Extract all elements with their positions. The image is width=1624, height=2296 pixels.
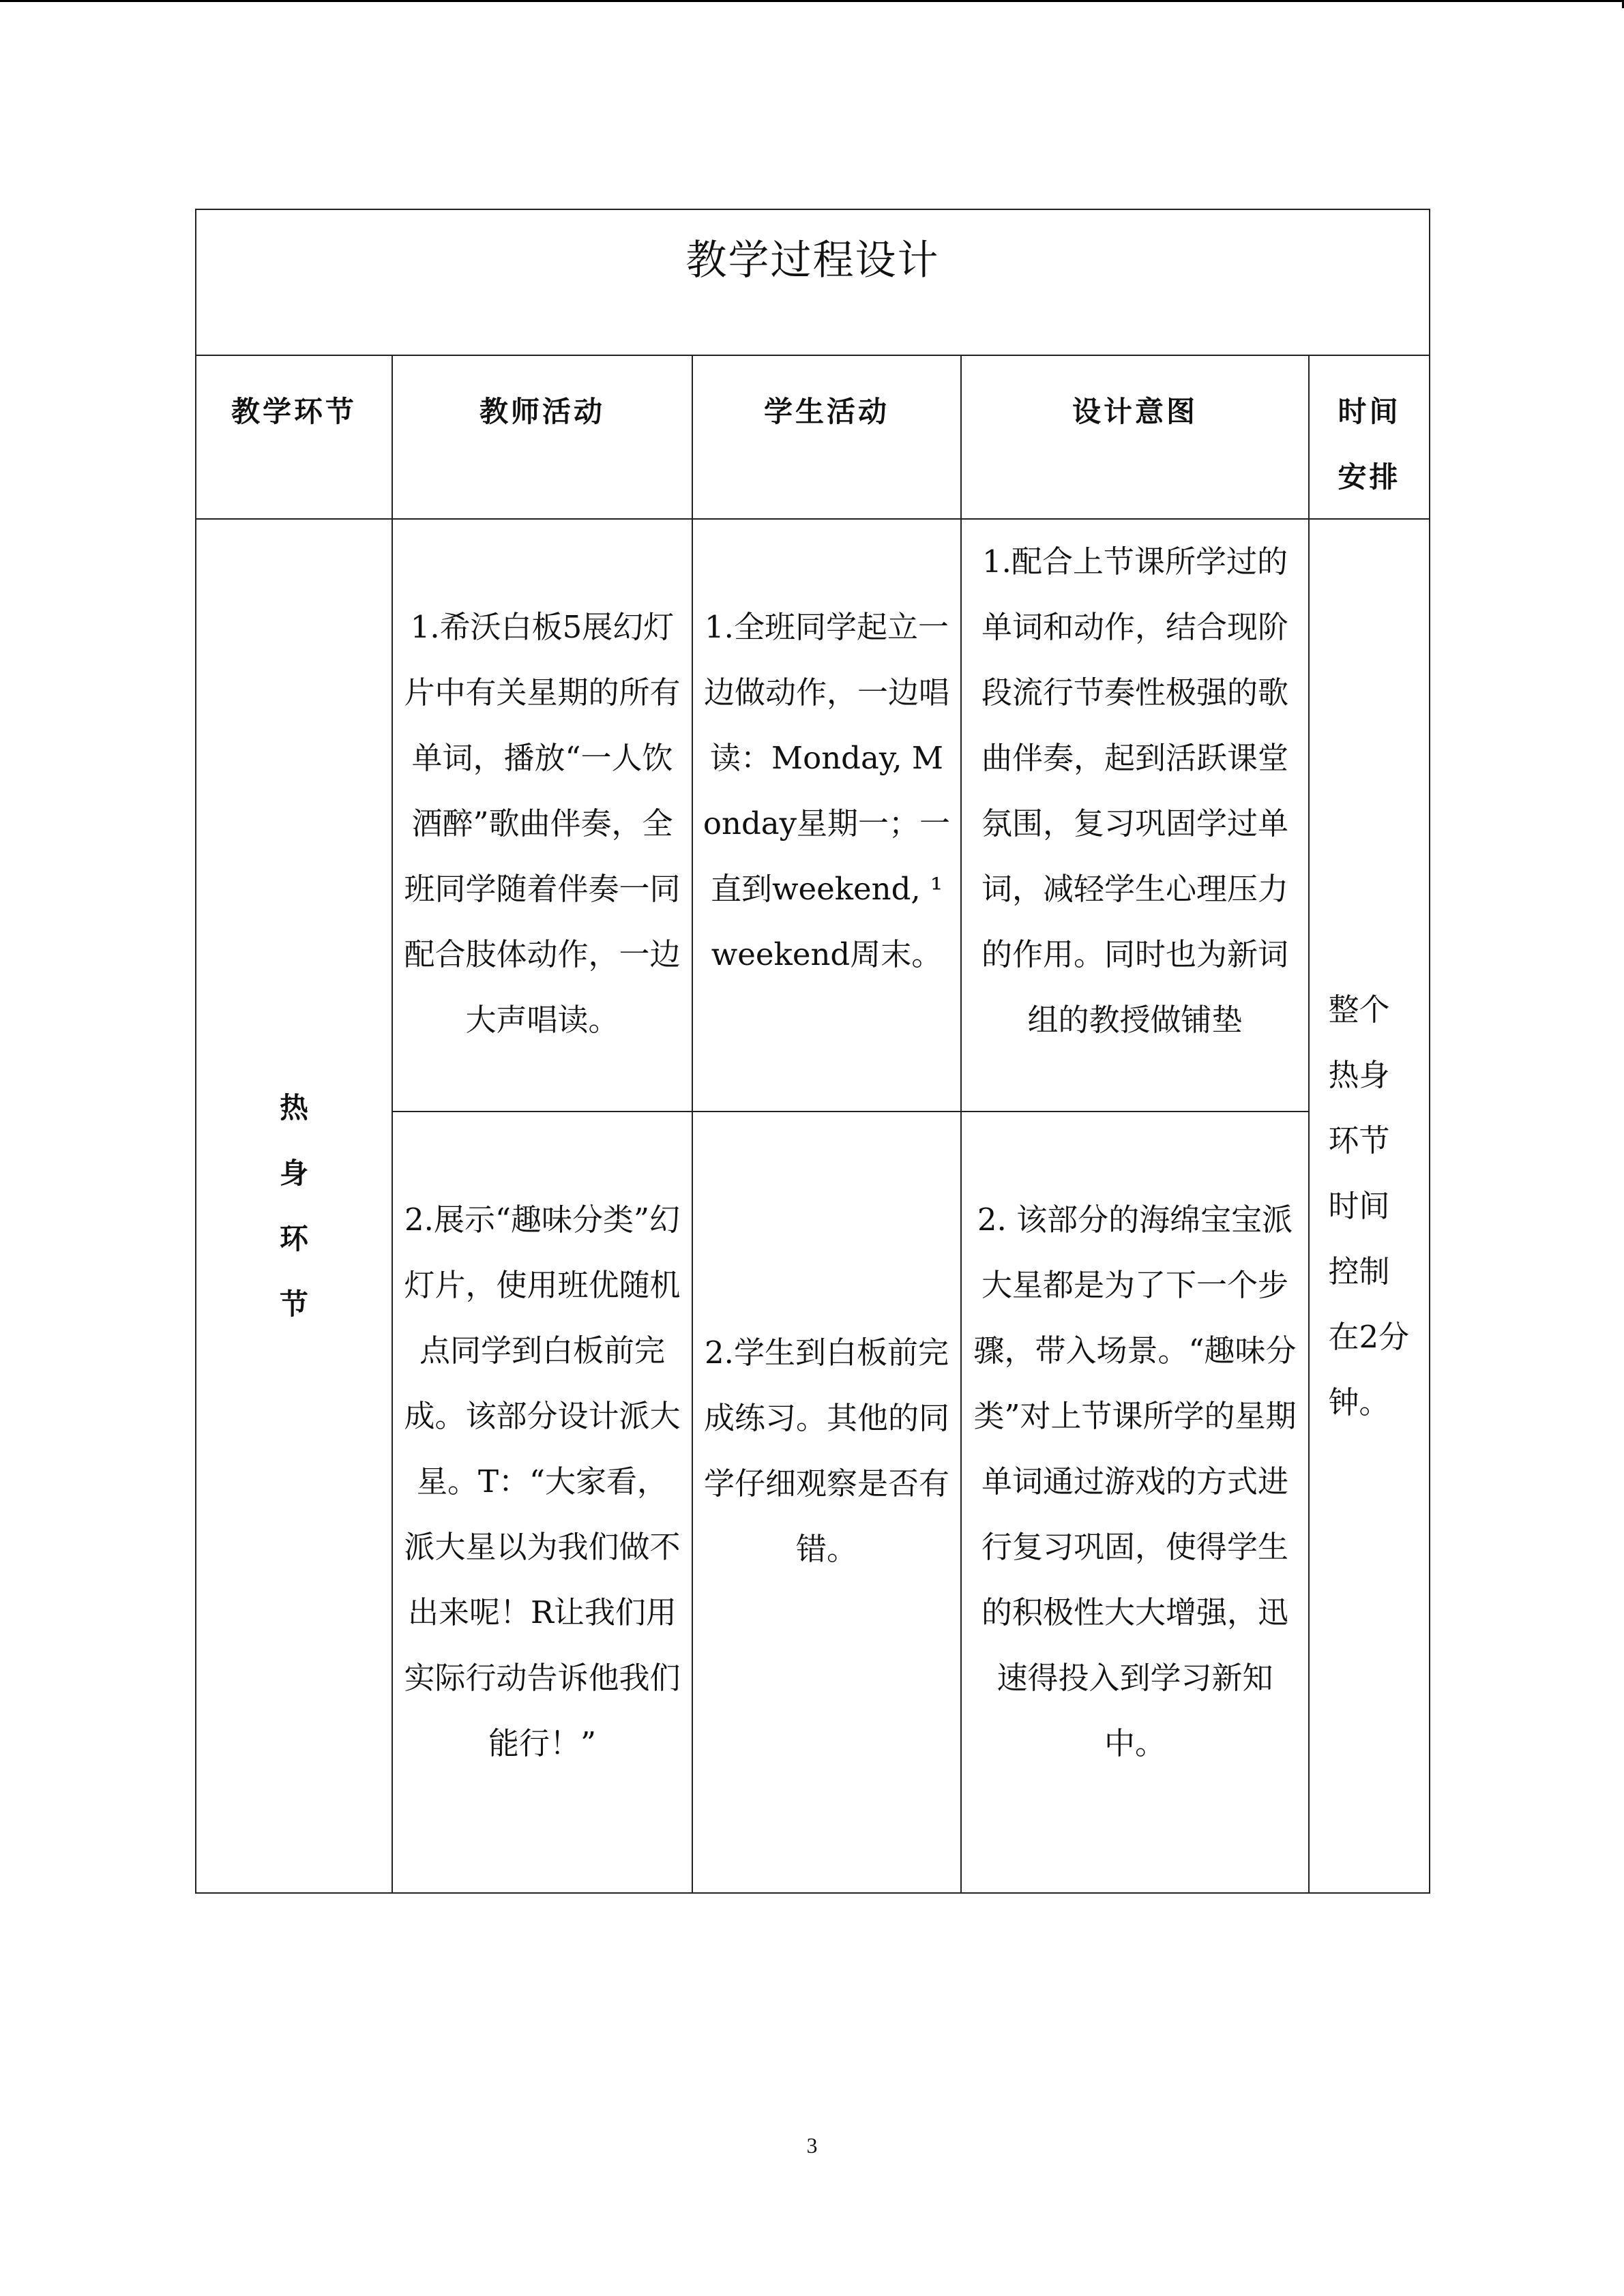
time-arrangement-cell	[1309, 519, 1430, 1893]
design-intent-2: 2. 该部分的海绵宝宝派大星都是为了下一个步骤，带入场景。“趣味分类”对上节课所学的星期单词通过游戏的方式进行复习巩固，使得学生的积极性大大增强，迅速得投入到学习新知中。	[973, 1202, 1297, 1761]
table-row	[196, 519, 1430, 1112]
stage-label: 热身环节	[279, 1090, 308, 1321]
table-title: 教学过程设计	[685, 237, 940, 284]
header-time-cell	[1309, 355, 1430, 519]
design-intent-cell-1	[961, 519, 1309, 1112]
title-row	[196, 209, 1430, 355]
header-student-cell	[692, 355, 961, 519]
teacher-activity-1: 1.希沃白板5展幻灯片中有关星期的所有单词，播放“一人饮酒醉”歌曲伴奏，全班同学随着伴奏一同配合肢体动作，一边大声唱读。	[404, 609, 681, 1038]
header-time: 时间安排	[1338, 395, 1401, 494]
teacher-activity-2: 2.展示“趣味分类”幻灯片，使用班优随机点同学到白板前完成。该部分设计派大星。T：“大家看，派大星以为我们做不出来呢！R让我们用实际行动告诉他我们能行！”	[404, 1202, 681, 1761]
table-title-cell	[196, 209, 1430, 355]
student-activity-cell-1	[692, 519, 961, 1112]
top-border-line	[0, 0, 1624, 2]
student-activity-2: 2.学生到白板前完成练习。其他的同学仔细观察是否有错。	[703, 1335, 949, 1567]
header-intent-cell	[961, 355, 1309, 519]
teacher-activity-cell-2	[392, 1112, 692, 1893]
teacher-activity-cell-1	[392, 519, 692, 1112]
student-activity-1: 1.全班同学起立一边做动作，一边唱读：Monday, Monday星期一；一直到weekend, ¹weekend周末。	[703, 609, 951, 972]
stage-cell	[196, 519, 392, 1893]
header-teacher-cell	[392, 355, 692, 519]
design-intent-cell-2	[961, 1112, 1309, 1893]
teaching-process-table	[195, 209, 1430, 1894]
header-row	[196, 355, 1430, 519]
header-teacher: 教师活动	[479, 395, 605, 428]
design-intent-1: 1.配合上节课所学过的单词和动作，结合现阶段流行节奏性极强的歌曲伴奏，起到活跃课堂氛围，复习巩固学过单词，减轻学生心理压力的作用。同时也为新词组的教授做铺垫	[981, 543, 1288, 1038]
header-intent: 设计意图	[1072, 395, 1198, 428]
time-arrangement: 整个热身环节时间控制在2分钟。	[1328, 991, 1410, 1420]
student-activity-cell-2	[692, 1112, 961, 1893]
header-stage: 教学环节	[231, 395, 357, 428]
header-student: 学生活动	[763, 395, 889, 428]
page-number: 3	[806, 2133, 818, 2158]
header-stage-cell	[196, 355, 392, 519]
